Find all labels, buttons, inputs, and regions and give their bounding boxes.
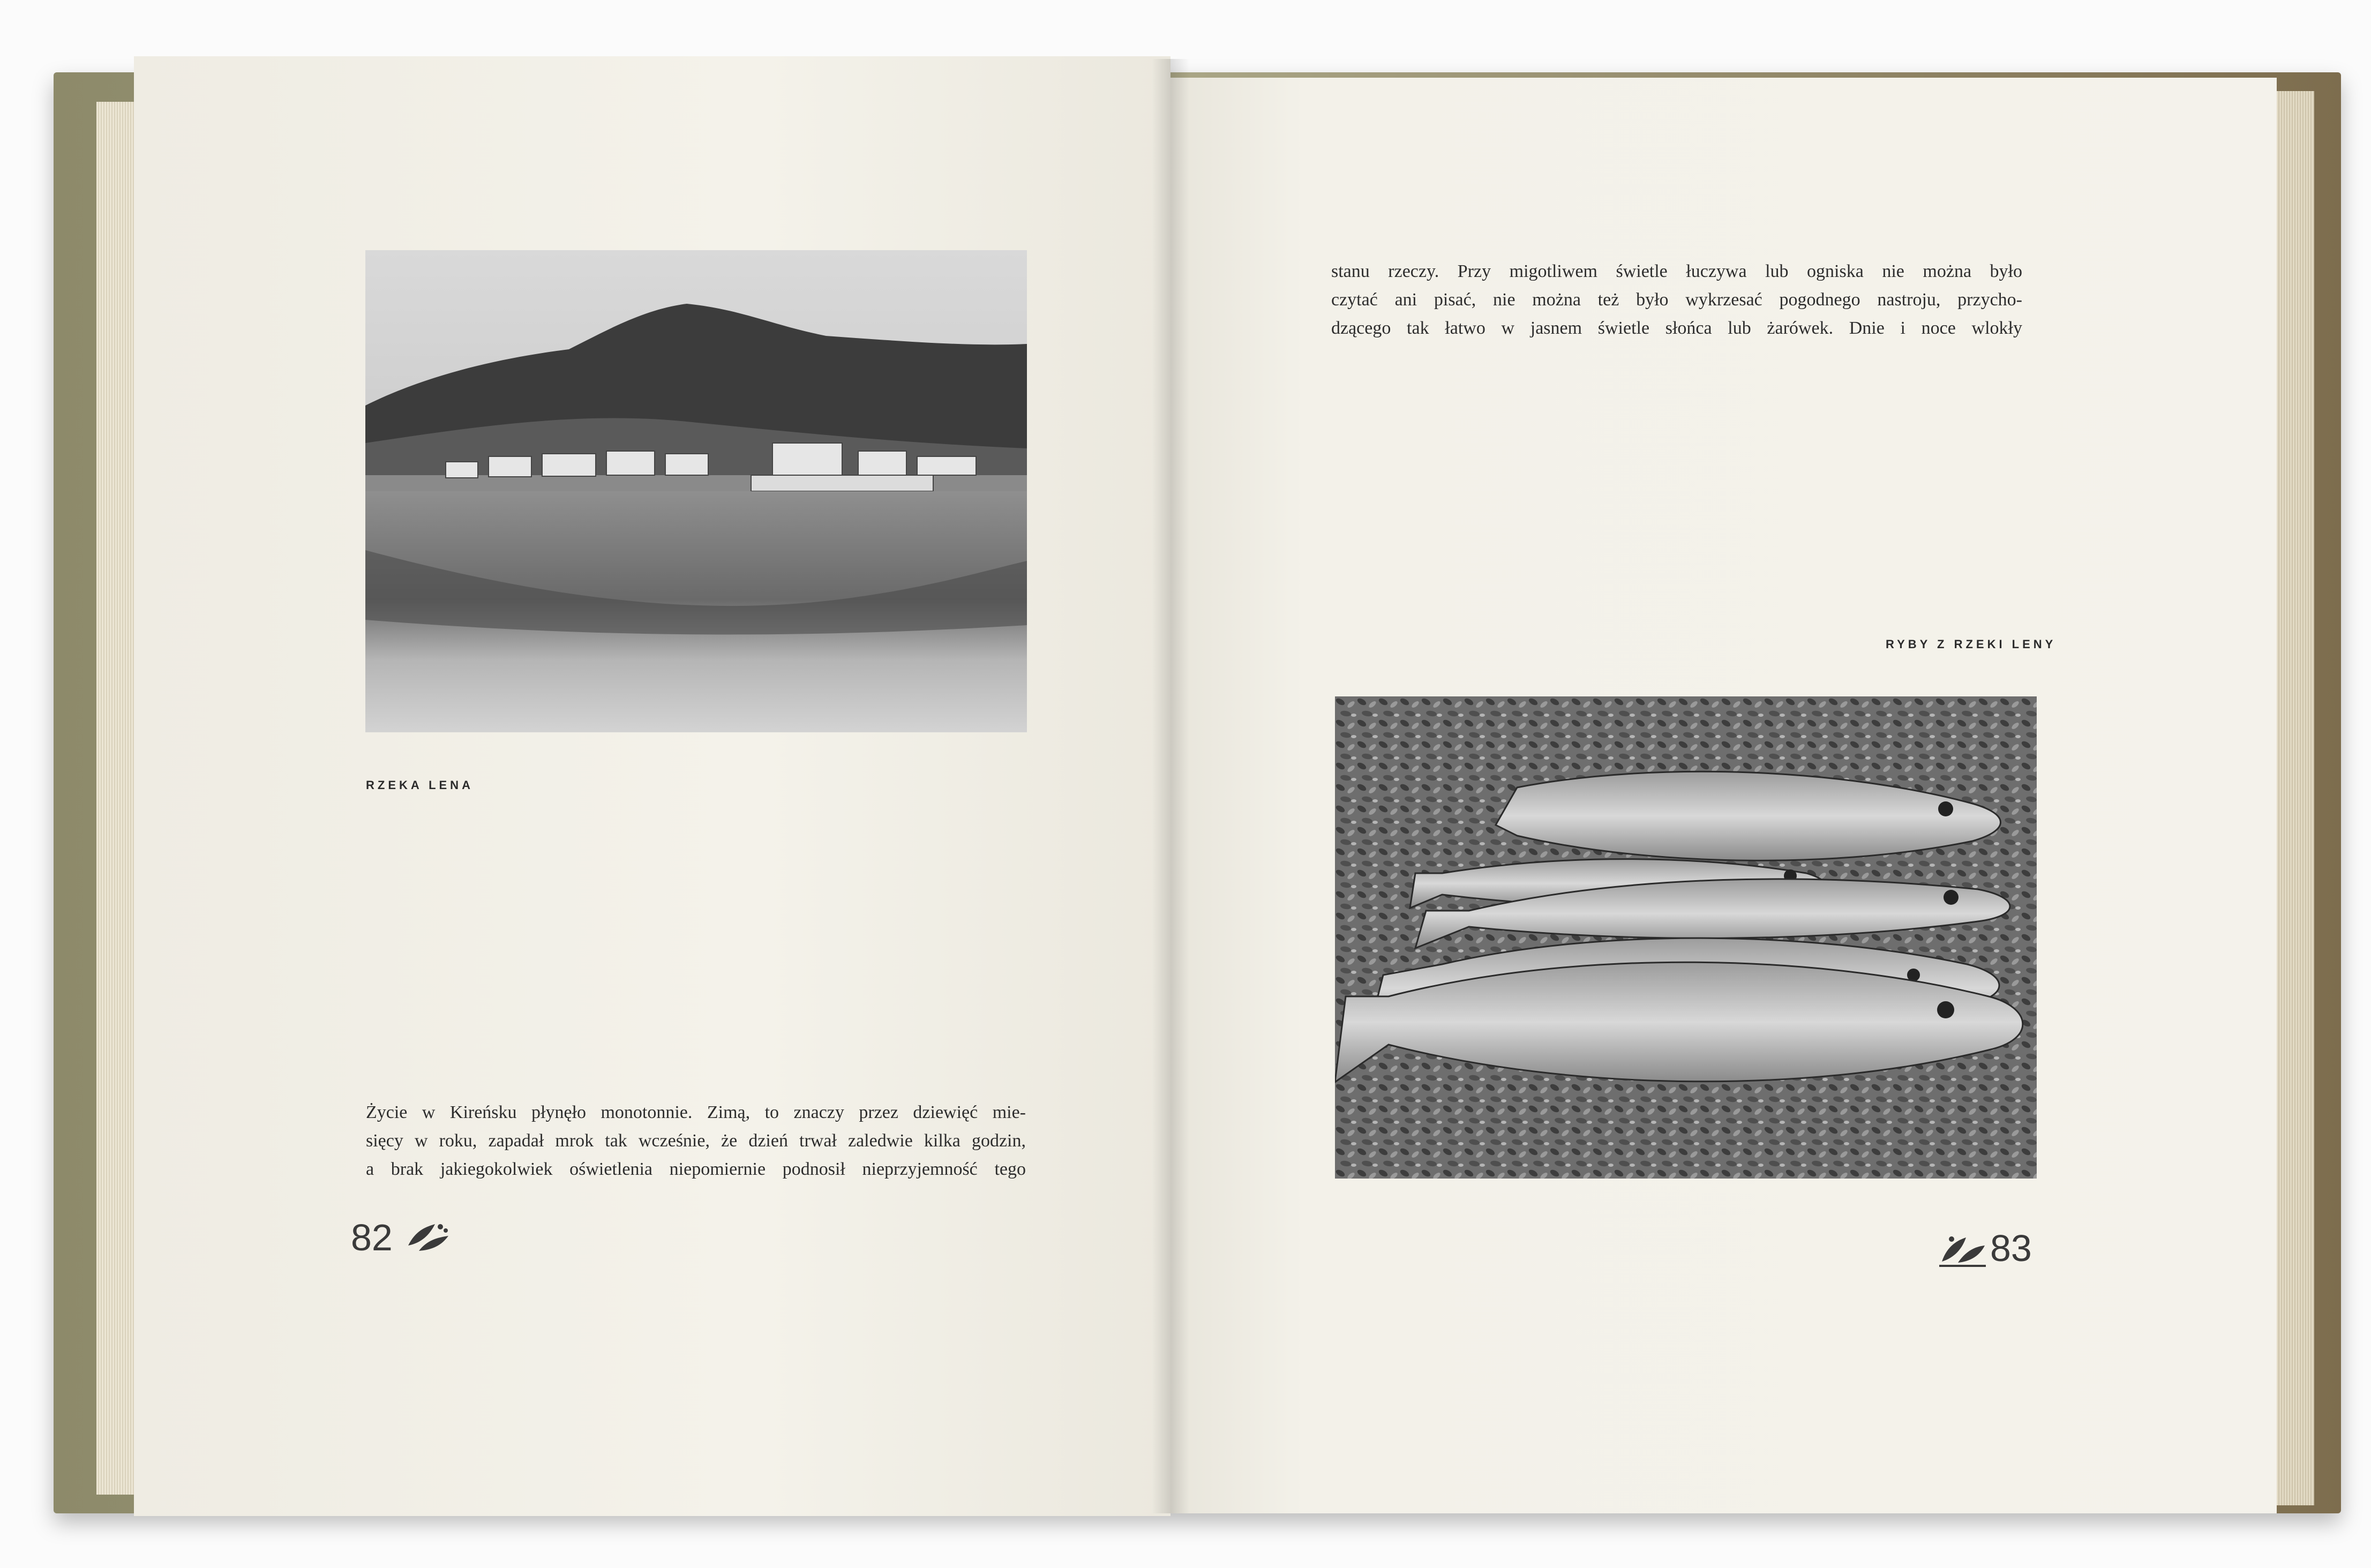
book-gutter: [1152, 59, 1189, 1513]
left-page: [134, 56, 1171, 1516]
text-line: stanu rzeczy. Przy migotliwem świetle łuczywa lub ogniska nie można było: [1331, 261, 2022, 281]
text-line: dzącego tak łatwo w jasnem świetle słońca lub żarówek. Dnie i noce wlokły: [1331, 318, 2022, 338]
page-number-82: 82: [351, 1217, 393, 1258]
text-line: czytać ani pisać, nie można też było wykrzesać pogodnego nastroju, przycho-: [1331, 290, 2022, 310]
left-paragraph: [366, 1098, 1026, 1183]
page-edges-left: [96, 102, 139, 1495]
page-number-83: 83: [1990, 1227, 2032, 1269]
text-line: Życie w Kireńsku płynęło monotonnie. Zimą, to znaczy przez dziewięć mie-: [366, 1102, 1026, 1122]
right-paragraph: [1331, 257, 2022, 342]
right-photo-caption: RYBY Z RZEKI LENY: [1886, 637, 2057, 651]
left-photo-caption: RZEKA LENA: [366, 778, 474, 792]
text-line: sięcy w roku, zapadał mrok tak wcześnie, że dzień trwał zaledwie kilka godzin,: [366, 1131, 1026, 1151]
fish-photo: [1335, 696, 2037, 1179]
river-photo: [365, 250, 1027, 732]
leaf-ornament-icon: [1937, 1229, 1987, 1270]
right-page: [1171, 78, 2277, 1513]
page-edges-right: [2277, 91, 2314, 1505]
leaf-ornament-icon: [403, 1219, 451, 1256]
text-line: a brak jakiegokolwiek oświetlenia niepomiernie podnosił nieprzyjemność tego: [366, 1159, 1026, 1179]
